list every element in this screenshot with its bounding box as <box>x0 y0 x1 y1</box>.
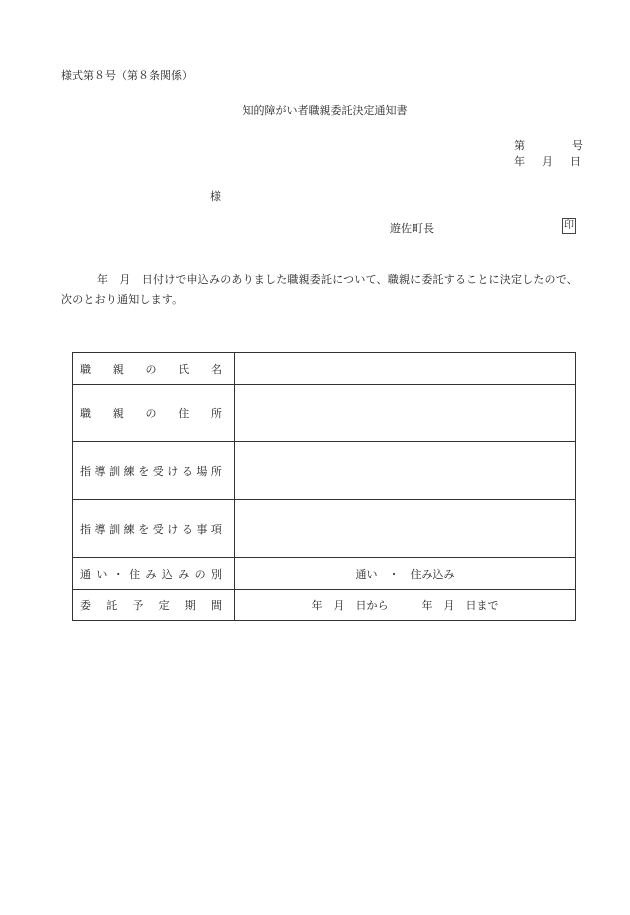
label-char: 定 <box>158 599 170 612</box>
label-char: 受 <box>152 522 164 536</box>
label-char: 間 <box>210 599 222 612</box>
row-label-foster-employer-name <box>73 353 235 385</box>
label-char: 込 <box>161 567 173 581</box>
entrustment-info-table <box>72 352 576 621</box>
notice-body: 年 月 日付けで申込みのありました職親委託について、職親に委託することに決定したので、次のとおり通知します。 <box>61 273 578 306</box>
label-char: を <box>138 522 150 536</box>
label-char: 別 <box>211 567 222 581</box>
table-row <box>73 590 576 621</box>
date-day: 日 <box>570 155 581 168</box>
row-label-entrustment-period <box>73 590 235 621</box>
table-row <box>73 385 576 442</box>
document-number-prefix: 第 <box>514 139 525 152</box>
document-number <box>514 137 583 153</box>
table-row <box>73 500 576 558</box>
table-row <box>73 442 576 500</box>
row-label-commute-or-live-in <box>73 558 235 590</box>
recipient-line: 様 <box>210 190 221 203</box>
label-char: ・ <box>112 567 124 581</box>
label-char: 期 <box>184 599 196 612</box>
label-char: 予 <box>132 599 144 612</box>
row-label-training-matters <box>73 500 235 558</box>
label-char: け <box>167 522 179 536</box>
label-char: の <box>145 407 157 420</box>
label-char: 名 <box>211 362 222 376</box>
label-char: け <box>167 464 179 478</box>
label-char: 指 <box>80 464 91 478</box>
date-month: 月 <box>542 155 553 168</box>
label-char: 導 <box>94 522 106 536</box>
label-char: 親 <box>112 362 124 376</box>
training-matters-field <box>235 500 576 558</box>
document-date <box>514 153 581 169</box>
table-row <box>73 353 576 385</box>
table-row <box>73 558 576 590</box>
foster-employer-name-field <box>235 353 576 385</box>
label-char: 項 <box>210 522 222 536</box>
label-char: 練 <box>123 464 135 478</box>
issuer-name: 遊佐町長 <box>390 222 434 235</box>
label-char: 託 <box>106 599 118 612</box>
label-char: 通 <box>80 567 91 581</box>
training-location-field <box>235 442 576 500</box>
label-char: 委 <box>80 599 91 612</box>
label-char: の <box>145 362 157 376</box>
label-char: み <box>145 567 157 581</box>
date-year: 年 <box>514 155 525 168</box>
document-title: 知的障がい者職親委託決定通知書 <box>242 104 408 117</box>
label-char: 練 <box>123 522 135 536</box>
label-char: 訓 <box>109 464 121 478</box>
label-char: 職 <box>80 362 91 376</box>
label-char: 親 <box>112 407 124 420</box>
label-char: 住 <box>129 567 141 581</box>
commute-or-live-in-field: 通い ・ 住み込み <box>235 558 576 590</box>
label-char: 場 <box>196 464 208 478</box>
label-char: の <box>194 567 206 581</box>
label-char: を <box>138 464 150 478</box>
label-char: 所 <box>210 464 222 478</box>
form-number-label: 様式第８号（第８条関係） <box>61 69 193 82</box>
label-char: 訓 <box>109 522 121 536</box>
label-char: 住 <box>178 407 190 420</box>
row-label-training-location <box>73 442 235 500</box>
label-char: 所 <box>211 407 222 420</box>
foster-employer-address-field <box>235 385 576 442</box>
entrustment-period-field: 年 月 日から 年 月 日まで <box>235 590 576 621</box>
label-char: い <box>96 567 108 581</box>
label-char: 職 <box>80 407 91 420</box>
label-char: 氏 <box>178 362 190 376</box>
label-char: 導 <box>94 464 106 478</box>
seal-box: 印 <box>562 218 576 234</box>
label-char: る <box>181 522 193 536</box>
label-char: 事 <box>196 522 208 536</box>
row-label-foster-employer-address <box>73 385 235 442</box>
label-char: る <box>181 464 193 478</box>
label-char: 受 <box>152 464 164 478</box>
document-number-suffix: 号 <box>572 139 583 152</box>
label-char: み <box>178 567 190 581</box>
label-char: 指 <box>80 522 91 536</box>
